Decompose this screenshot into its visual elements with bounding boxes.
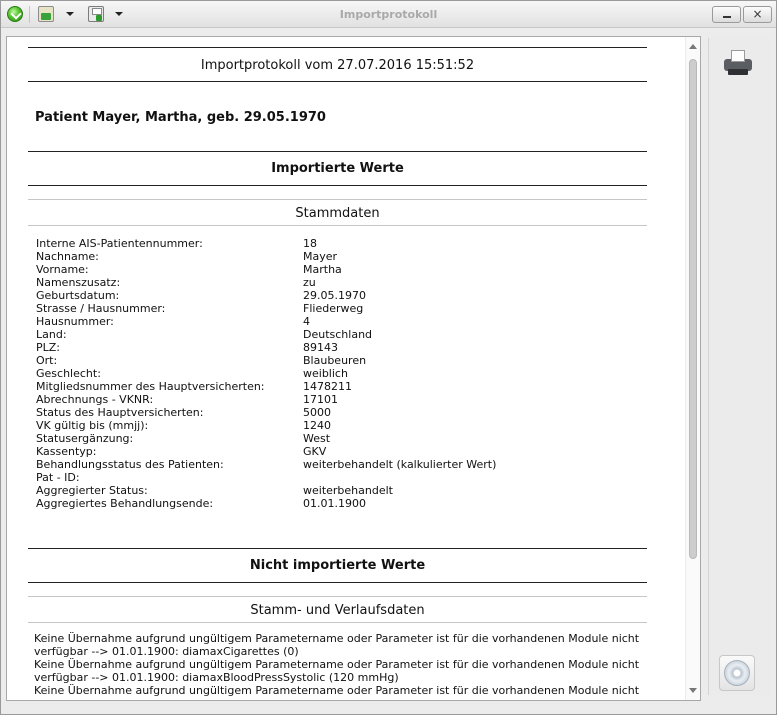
- printer-paper: [731, 50, 745, 62]
- stammdaten-value: 18: [303, 237, 317, 250]
- side-panel: [708, 38, 770, 695]
- stammdaten-value: weiblich: [303, 367, 348, 380]
- stammdaten-label: Statusergänzung:: [36, 432, 134, 445]
- stammdaten-label: Mitgliedsnummer des Hauptversicherten:: [36, 380, 265, 393]
- stammdaten-value: Martha: [303, 263, 342, 276]
- stammdaten-row: [36, 289, 636, 302]
- stammdaten-row: [36, 367, 636, 380]
- disc-icon: [724, 660, 750, 686]
- window-title: Importprotokoll: [339, 8, 438, 21]
- stammdaten-label: Land:: [36, 328, 67, 341]
- stammdaten-row: [36, 276, 636, 289]
- stammdaten-row: [36, 250, 636, 263]
- close-button[interactable]: ×: [743, 6, 772, 23]
- stammdaten-value: weiterbehandelt: [303, 484, 393, 497]
- stammdaten-row: [36, 471, 636, 484]
- printer-tray: [728, 69, 748, 75]
- not-imported-message: Keine Übernahme aufgrund ungültigem Parametername oder Parameter ist für die vorhandenen Module nicht: [34, 684, 640, 697]
- protocol-document: [7, 37, 687, 700]
- stammdaten-label: Aggregiertes Behandlungsende:: [36, 497, 214, 510]
- stamm-verlauf-rule-bottom: [28, 622, 647, 623]
- stammdaten-label: Pat - ID:: [36, 471, 80, 484]
- stammdaten-label: Nachname:: [36, 250, 99, 263]
- stammdaten-label: Vorname:: [36, 263, 89, 276]
- imported-rule-bottom: [28, 185, 647, 186]
- stammdaten-list: [36, 237, 636, 510]
- stammdaten-label: Aggregierter Status:: [36, 484, 148, 497]
- stammdaten-row: [36, 406, 636, 419]
- disc-button[interactable]: [719, 655, 755, 691]
- stammdaten-label: Namenszusatz:: [36, 276, 121, 289]
- stammdaten-rule-top: [28, 199, 647, 200]
- stamm-verlauf-heading: Stamm- und Verlaufsdaten: [250, 603, 425, 618]
- not-imported-values-heading: Nicht importierte Werte: [249, 558, 426, 573]
- stammdaten-row: [36, 380, 636, 393]
- stammdaten-row: [36, 458, 636, 471]
- stammdaten-value: 4: [303, 315, 310, 328]
- stammdaten-value: 29.05.1970: [303, 289, 366, 302]
- stammdaten-row: [36, 341, 636, 354]
- stammdaten-value: 89143: [303, 341, 338, 354]
- stammdaten-label: Hausnummer:: [36, 315, 114, 328]
- imported-values-heading: Importierte Werte: [271, 161, 404, 176]
- protocol-header: Importprotokoll vom 27.07.2016 15:51:52: [200, 58, 475, 73]
- stammdaten-value: 1240: [303, 419, 331, 432]
- stammdaten-value: zu: [303, 276, 316, 289]
- stammdaten-row: [36, 432, 636, 445]
- stammdaten-value: Deutschland: [303, 328, 373, 341]
- stammdaten-value: 01.01.1900: [303, 497, 366, 510]
- stammdaten-value: 17101: [303, 393, 338, 406]
- stammdaten-row: [36, 484, 636, 497]
- scroll-up-arrow-icon[interactable]: [689, 44, 697, 49]
- stammdaten-value: Fliederweg: [303, 302, 364, 315]
- header-rule-bottom: [28, 81, 647, 82]
- message-list: [34, 632, 674, 697]
- stammdaten-label: Status des Hauptversicherten:: [36, 406, 204, 419]
- stammdaten-value: 1478211: [303, 380, 352, 393]
- stammdaten-label: Behandlungsstatus des Patienten:: [36, 458, 224, 471]
- vertical-scrollbar[interactable]: [685, 37, 700, 700]
- stammdaten-label: Kassentyp:: [36, 445, 97, 458]
- printer-icon[interactable]: [724, 50, 754, 76]
- scroll-down-arrow-icon[interactable]: [689, 688, 697, 693]
- not-imported-message: Keine Übernahme aufgrund ungültigem Parametername oder Parameter ist für die vorhandenen Module nicht verfügbar --> 01.01.1900: diamaxBloodPressSystolic (120 mmHg): [34, 658, 640, 684]
- stammdaten-row: [36, 445, 636, 458]
- stammdaten-value: West: [303, 432, 331, 445]
- stammdaten-value: 5000: [303, 406, 331, 419]
- stammdaten-value: weiterbehandelt (kalkulierter Wert): [303, 458, 497, 471]
- stammdaten-label: Geschlecht:: [36, 367, 101, 380]
- patient-line: Patient Mayer, Martha, geb. 29.05.1970: [35, 110, 326, 125]
- stammdaten-row: [36, 497, 636, 510]
- stammdaten-row: [36, 237, 636, 250]
- minimize-button[interactable]: [712, 6, 741, 23]
- stammdaten-row: [36, 315, 636, 328]
- not-imported-rule-top: [28, 548, 647, 549]
- stammdaten-label: Strasse / Hausnummer:: [36, 302, 166, 315]
- stammdaten-label: Abrechnungs - VKNR:: [36, 393, 154, 406]
- title-bar: [1, 1, 776, 28]
- stammdaten-row: [36, 393, 636, 406]
- stammdaten-value: GKV: [303, 445, 327, 458]
- stammdaten-label: PLZ:: [36, 341, 61, 354]
- imported-rule-top: [28, 151, 647, 152]
- stamm-verlauf-rule-top: [28, 596, 647, 597]
- not-imported-rule-bottom: [28, 582, 647, 583]
- protocol-content-panel[interactable]: [6, 36, 701, 701]
- stammdaten-label: Geburtsdatum:: [36, 289, 120, 302]
- stammdaten-row: [36, 263, 636, 276]
- stammdaten-label: VK gültig bis (mmjj):: [36, 419, 149, 432]
- stammdaten-label: Ort:: [36, 354, 58, 367]
- stammdaten-label: Interne AIS-Patientennummer:: [36, 237, 203, 250]
- stammdaten-row: [36, 328, 636, 341]
- stammdaten-value: Blaubeuren: [303, 354, 367, 367]
- stammdaten-row: [36, 354, 636, 367]
- scrollbar-thumb[interactable]: [689, 59, 697, 559]
- stammdaten-row: [36, 419, 636, 432]
- stammdaten-heading: Stammdaten: [295, 206, 380, 221]
- header-rule-top: [28, 47, 647, 48]
- not-imported-message: Keine Übernahme aufgrund ungültigem Parametername oder Parameter ist für die vorhandenen Module nicht verfügbar --> 01.01.1900: diamaxCigarettes (0): [34, 632, 640, 658]
- stammdaten-row: [36, 302, 636, 315]
- stammdaten-value: Mayer: [303, 250, 338, 263]
- stammdaten-rule-bottom: [28, 225, 647, 226]
